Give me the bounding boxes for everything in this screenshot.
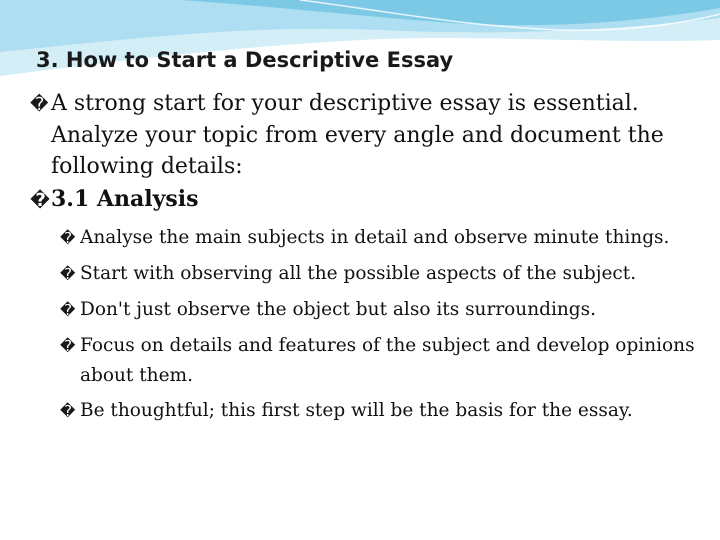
section-heading-bullet: [30, 184, 710, 216]
list-item: [60, 259, 710, 289]
list-item: [60, 223, 710, 253]
section-heading: 3.1 Analysis: [51, 186, 199, 212]
intro-text: A strong start for your descriptive essay is essential. Analyze your topic from every angle and document the following details:: [51, 91, 664, 179]
bullet-marker: �: [60, 229, 76, 247]
list-item-text: Be thoughtful; this first step will be the basis for the essay.: [80, 400, 633, 421]
slide-title: 3. How to Start a Descriptive Essay: [36, 48, 454, 72]
bullet-marker: �: [60, 265, 76, 283]
bullet-marker: �: [30, 190, 51, 211]
bullet-marker: �: [60, 301, 76, 319]
analysis-points-list: [30, 223, 710, 426]
list-item: [60, 331, 710, 390]
bullet-marker: �: [60, 402, 76, 420]
list-item: [60, 295, 710, 325]
list-item: [60, 396, 710, 426]
bullet-marker: �: [60, 337, 76, 355]
list-item-text: Analyse the main subjects in detail and observe minute things.: [80, 227, 670, 248]
list-item-text: Focus on details and features of the subject and develop opinions about them.: [80, 335, 695, 386]
header-wave-decoration: [0, 0, 720, 90]
slide-body: [30, 88, 710, 432]
list-item-text: Start with observing all the possible aspects of the subject.: [80, 263, 637, 284]
bullet-marker: �: [30, 94, 49, 115]
list-item-text: Don't just observe the object but also its surroundings.: [80, 299, 597, 320]
intro-bullet: [30, 88, 710, 182]
